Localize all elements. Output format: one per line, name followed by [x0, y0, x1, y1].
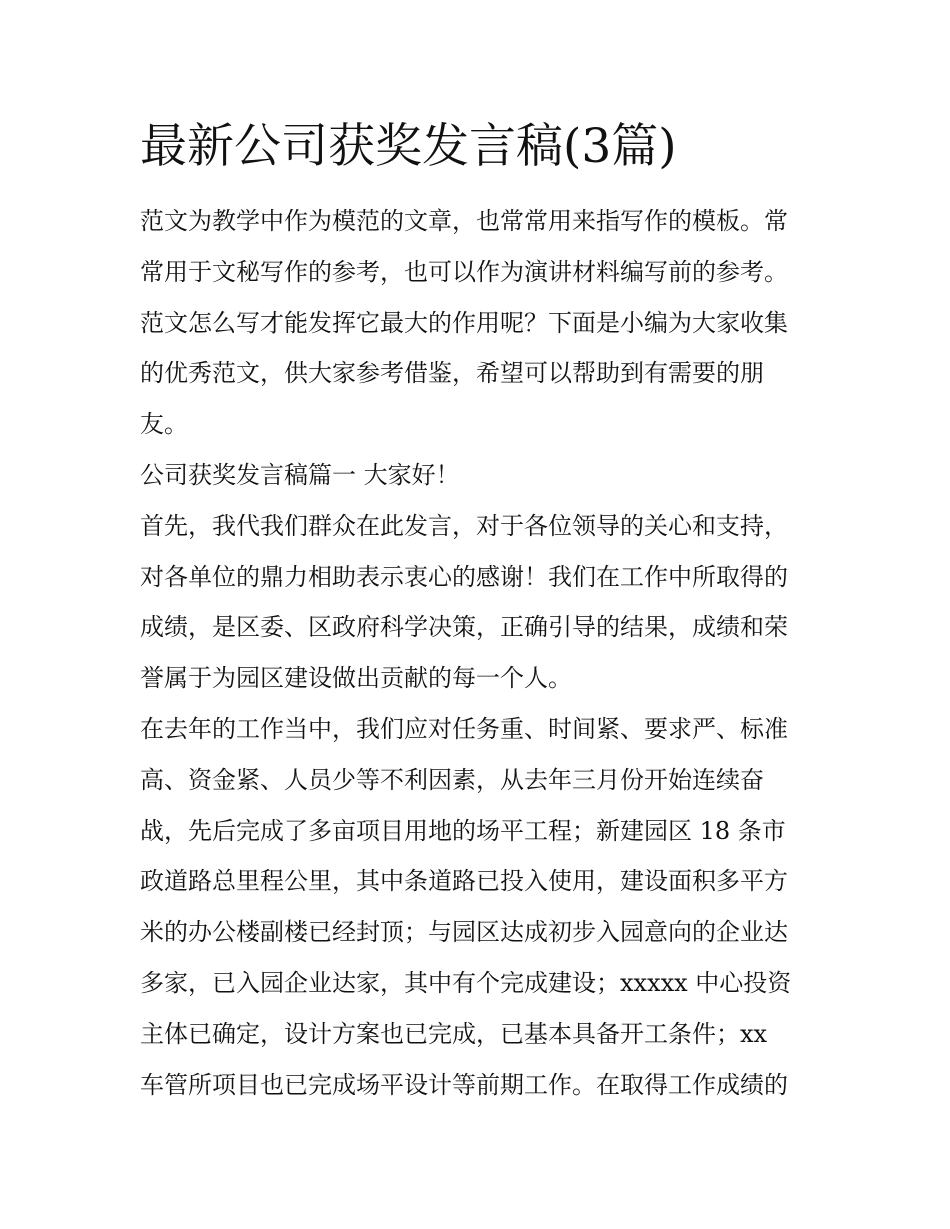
text-line: 范文为教学中作为模范的文章，也常常用来指写作的模板。常 [140, 207, 788, 235]
text-line: 范文怎么写才能发挥它最大的作用呢？下面是小编为大家收集 [140, 308, 788, 337]
document-body [140, 196, 816, 1110]
text-line: 政道路总里程公里，其中条道路已投入使用，建设面积多平方 [140, 867, 788, 896]
text-line: 战，先后完成了多亩项目用地的场平工程；新建园区 18 条市 [140, 816, 786, 845]
text-line: 车管所项目也已完成场平设计等前期工作。在取得工作成绩的 [140, 1070, 788, 1099]
text-line: 誉属于为园区建设做出贡献的每一个人。 [140, 664, 572, 693]
text-line: 的优秀范文，供大家参考借鉴，希望可以帮助到有需要的朋 [140, 359, 764, 388]
text-line: 米的办公楼副楼已经封顶；与园区达成初步入园意向的企业达 [140, 918, 788, 947]
text-line: 高、资金紧、人员少等不利因素，从去年三月份开始连续奋 [140, 765, 764, 794]
section-heading: 公司获奖发言稿篇一 大家好！ [140, 460, 460, 489]
document-title: 最新公司获奖发言稿(3篇) [140, 119, 677, 174]
text-line: 首先，我代我们群众在此发言，对于各位领导的关心和支持， [140, 511, 788, 540]
text-line: 主体已确定，设计方案也已完成，已基本具备开工条件；xx [140, 1019, 768, 1048]
text-line: 常用于文秘写作的参考，也可以作为演讲材料编写前的参考。 [140, 257, 788, 286]
text-line: 在去年的工作当中，我们应对任务重、时间紧、要求严、标准 [140, 714, 788, 743]
text-line: 友。 [140, 410, 188, 439]
text-line: 多家，已入园企业达家，其中有个完成建设；xxxxx 中心投资 [140, 968, 792, 997]
text-line: 对各单位的鼎力相助表示衷心的感谢！我们在工作中所取得的 [140, 562, 788, 591]
text-line: 成绩，是区委、区政府科学决策，正确引导的结果，成绩和荣 [140, 613, 788, 642]
